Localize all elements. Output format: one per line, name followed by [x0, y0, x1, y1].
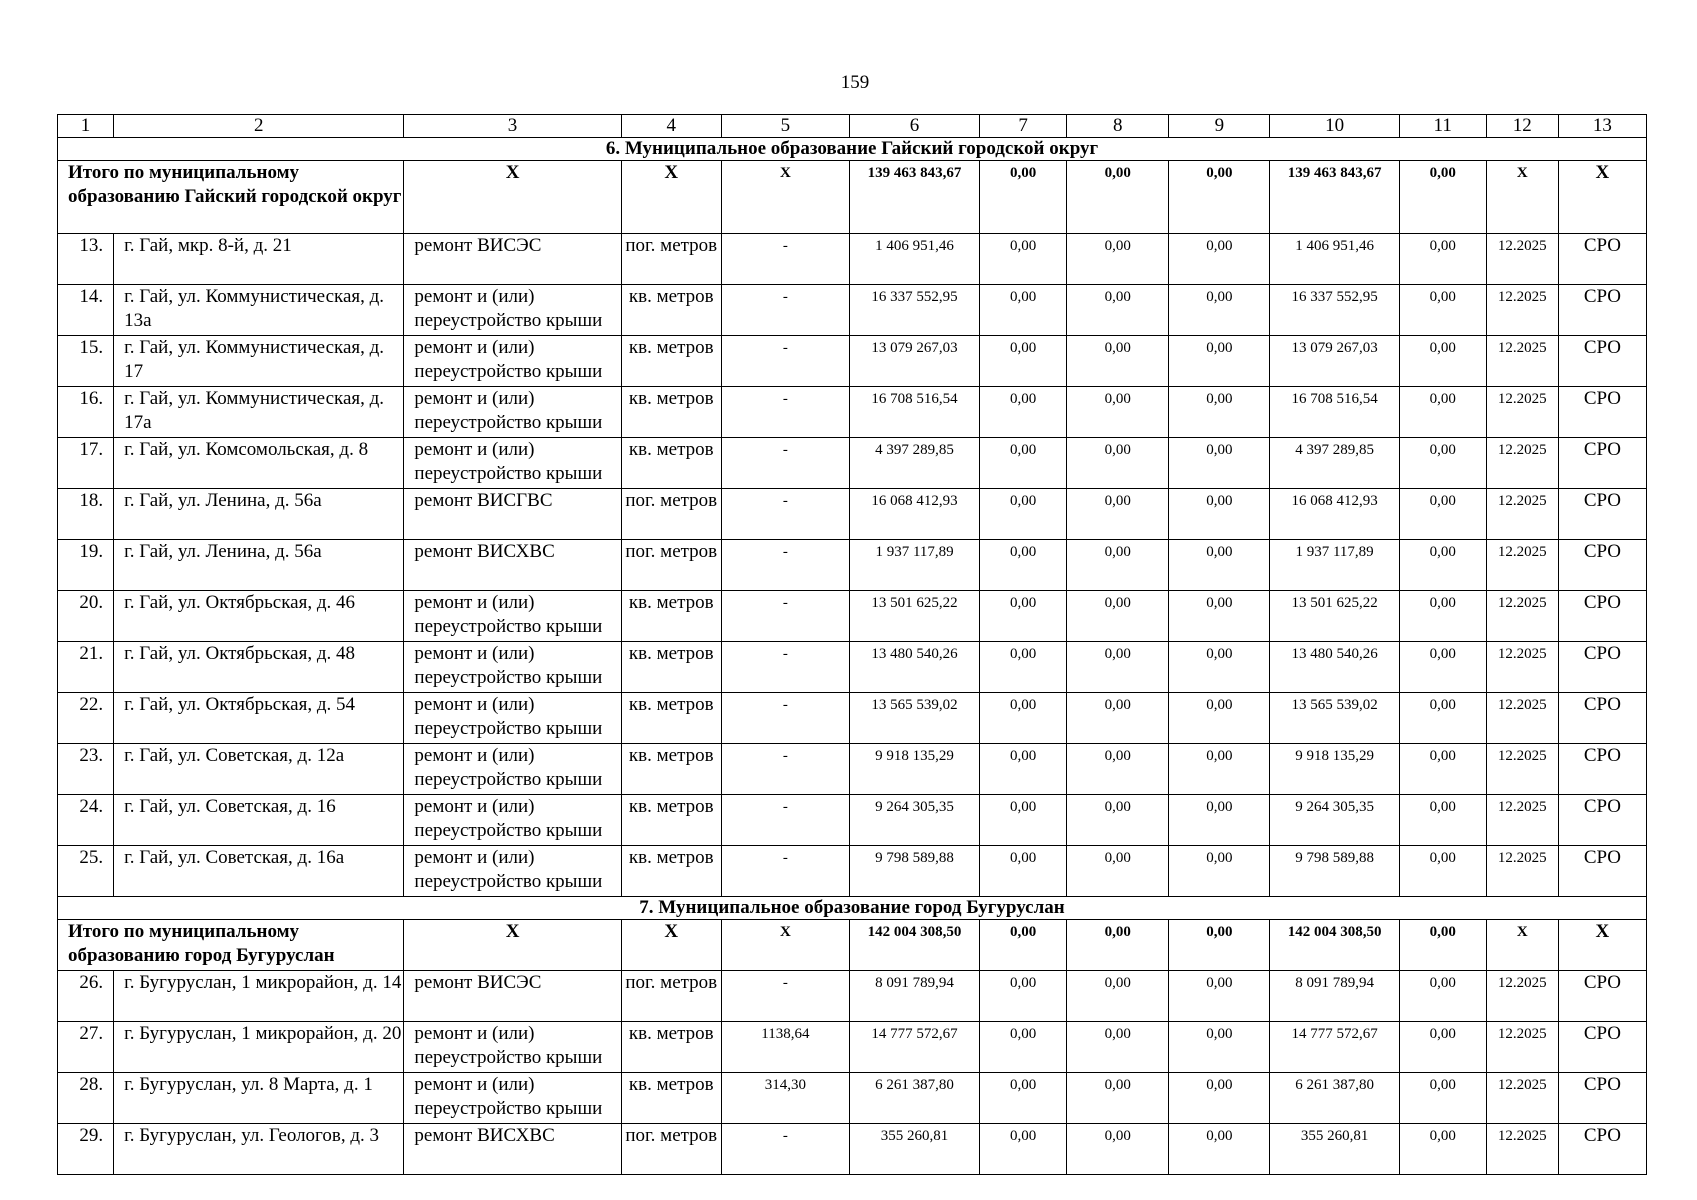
row-col-11: 0,00	[1399, 693, 1486, 744]
row-col-9: 0,00	[1169, 387, 1270, 438]
row-address: г. Гай, мкр. 8-й, д. 21	[114, 234, 404, 285]
row-col-11: 0,00	[1399, 1124, 1486, 1175]
row-address: г. Гай, ул. Коммунистическая, д. 17	[114, 336, 404, 387]
row-col-8: 0,00	[1067, 693, 1169, 744]
row-method: СРО	[1558, 971, 1646, 1022]
row-col-8: 0,00	[1067, 1073, 1169, 1124]
row-work-type: ремонт и (или) переустройство крыши	[404, 438, 621, 489]
row-quantity: -	[721, 1124, 849, 1175]
row-work-type: ремонт и (или) переустройство крыши	[404, 693, 621, 744]
total-col-13: X	[1558, 920, 1646, 971]
row-col-8: 0,00	[1067, 489, 1169, 540]
row-quantity: -	[721, 387, 849, 438]
row-col-9: 0,00	[1169, 693, 1270, 744]
row-method: СРО	[1558, 540, 1646, 591]
row-col-11: 0,00	[1399, 971, 1486, 1022]
row-address: г. Гай, ул. Коммунистическая, д. 17а	[114, 387, 404, 438]
row-address: г. Бугуруслан, ул. 8 Марта, д. 1	[114, 1073, 404, 1124]
row-col-9: 0,00	[1169, 438, 1270, 489]
row-col-9: 0,00	[1169, 540, 1270, 591]
row-date: 12.2025	[1486, 795, 1558, 846]
table-row	[58, 642, 1647, 693]
row-number: 24.	[58, 795, 114, 846]
total-col-12: X	[1486, 161, 1558, 234]
row-date: 12.2025	[1486, 540, 1558, 591]
row-col-10: 9 918 135,29	[1270, 744, 1399, 795]
row-col-10: 6 261 387,80	[1270, 1073, 1399, 1124]
row-method: СРО	[1558, 1073, 1646, 1124]
row-quantity: -	[721, 744, 849, 795]
row-date: 12.2025	[1486, 744, 1558, 795]
row-cost: 8 091 789,94	[849, 971, 979, 1022]
table-row	[58, 1073, 1647, 1124]
row-col-9: 0,00	[1169, 1073, 1270, 1124]
row-col-11: 0,00	[1399, 642, 1486, 693]
row-number: 17.	[58, 438, 114, 489]
col-header-12: 12	[1486, 115, 1558, 138]
total-col-7: 0,00	[980, 920, 1067, 971]
row-work-type: ремонт и (или) переустройство крыши	[404, 1073, 621, 1124]
total-label: Итого по муниципальному образованию город Бугуруслан	[58, 920, 404, 971]
row-unit: пог. метров	[621, 489, 721, 540]
row-method: СРО	[1558, 795, 1646, 846]
row-date: 12.2025	[1486, 234, 1558, 285]
row-cost: 9 798 589,88	[849, 846, 979, 897]
row-date: 12.2025	[1486, 438, 1558, 489]
table-row	[58, 795, 1647, 846]
row-col-10: 14 777 572,67	[1270, 1022, 1399, 1073]
row-date: 12.2025	[1486, 285, 1558, 336]
row-work-type: ремонт ВИСГВС	[404, 489, 621, 540]
row-date: 12.2025	[1486, 387, 1558, 438]
col-header-5: 5	[721, 115, 849, 138]
row-address: г. Гай, ул. Коммунистическая, д. 13а	[114, 285, 404, 336]
row-col-10: 1 406 951,46	[1270, 234, 1399, 285]
row-date: 12.2025	[1486, 1022, 1558, 1073]
row-col-10: 13 565 539,02	[1270, 693, 1399, 744]
row-col-8: 0,00	[1067, 1124, 1169, 1175]
capital-repair-table	[57, 114, 1647, 1175]
row-cost: 16 708 516,54	[849, 387, 979, 438]
table-row	[58, 971, 1647, 1022]
row-quantity: -	[721, 846, 849, 897]
row-col-8: 0,00	[1067, 642, 1169, 693]
row-method: СРО	[1558, 846, 1646, 897]
table-row	[58, 1022, 1647, 1073]
row-number: 14.	[58, 285, 114, 336]
row-col-11: 0,00	[1399, 438, 1486, 489]
row-unit: кв. метров	[621, 387, 721, 438]
row-col-11: 0,00	[1399, 744, 1486, 795]
row-address: г. Гай, ул. Ленина, д. 56а	[114, 540, 404, 591]
row-col-8: 0,00	[1067, 438, 1169, 489]
row-number: 18.	[58, 489, 114, 540]
table-row	[58, 1124, 1647, 1175]
row-date: 12.2025	[1486, 846, 1558, 897]
row-col-9: 0,00	[1169, 642, 1270, 693]
row-number: 20.	[58, 591, 114, 642]
row-col-8: 0,00	[1067, 336, 1169, 387]
total-quantity: X	[721, 920, 849, 971]
row-cost: 4 397 289,85	[849, 438, 979, 489]
row-work-type: ремонт ВИСХВС	[404, 540, 621, 591]
row-address: г. Гай, ул. Советская, д. 12а	[114, 744, 404, 795]
row-col-7: 0,00	[980, 795, 1067, 846]
col-header-11: 11	[1399, 115, 1486, 138]
row-col-11: 0,00	[1399, 285, 1486, 336]
row-col-8: 0,00	[1067, 234, 1169, 285]
row-col-7: 0,00	[980, 971, 1067, 1022]
row-col-10: 1 937 117,89	[1270, 540, 1399, 591]
row-col-10: 8 091 789,94	[1270, 971, 1399, 1022]
row-col-8: 0,00	[1067, 387, 1169, 438]
row-col-9: 0,00	[1169, 489, 1270, 540]
row-cost: 355 260,81	[849, 1124, 979, 1175]
col-header-3: 3	[404, 115, 621, 138]
row-col-8: 0,00	[1067, 971, 1169, 1022]
row-col-7: 0,00	[980, 336, 1067, 387]
row-col-11: 0,00	[1399, 387, 1486, 438]
total-cost: 142 004 308,50	[849, 920, 979, 971]
section-header-row	[58, 138, 1647, 161]
table-row	[58, 234, 1647, 285]
row-col-8: 0,00	[1067, 285, 1169, 336]
row-col-11: 0,00	[1399, 489, 1486, 540]
row-quantity: -	[721, 438, 849, 489]
row-quantity: -	[721, 795, 849, 846]
total-col-12: X	[1486, 920, 1558, 971]
table-row	[58, 591, 1647, 642]
total-col-11: 0,00	[1399, 920, 1486, 971]
total-col-7: 0,00	[980, 161, 1067, 234]
row-number: 19.	[58, 540, 114, 591]
col-header-4: 4	[621, 115, 721, 138]
row-method: СРО	[1558, 336, 1646, 387]
row-number: 28.	[58, 1073, 114, 1124]
row-work-type: ремонт и (или) переустройство крыши	[404, 336, 621, 387]
row-col-10: 355 260,81	[1270, 1124, 1399, 1175]
row-col-7: 0,00	[980, 387, 1067, 438]
table-row	[58, 387, 1647, 438]
row-work-type: ремонт и (или) переустройство крыши	[404, 285, 621, 336]
row-cost: 13 480 540,26	[849, 642, 979, 693]
row-quantity: -	[721, 591, 849, 642]
total-unit: X	[621, 161, 721, 234]
row-work-type: ремонт и (или) переустройство крыши	[404, 744, 621, 795]
row-method: СРО	[1558, 489, 1646, 540]
row-unit: кв. метров	[621, 744, 721, 795]
row-address: г. Гай, ул. Комсомольская, д. 8	[114, 438, 404, 489]
row-col-10: 9 264 305,35	[1270, 795, 1399, 846]
row-col-7: 0,00	[980, 438, 1067, 489]
total-col-11: 0,00	[1399, 161, 1486, 234]
row-col-7: 0,00	[980, 489, 1067, 540]
total-quantity: X	[721, 161, 849, 234]
col-header-8: 8	[1067, 115, 1169, 138]
row-number: 22.	[58, 693, 114, 744]
total-col-10: 139 463 843,67	[1270, 161, 1399, 234]
row-col-8: 0,00	[1067, 846, 1169, 897]
row-number: 27.	[58, 1022, 114, 1073]
row-unit: кв. метров	[621, 285, 721, 336]
row-cost: 14 777 572,67	[849, 1022, 979, 1073]
row-address: г. Гай, ул. Октябрьская, д. 54	[114, 693, 404, 744]
row-number: 23.	[58, 744, 114, 795]
row-work-type: ремонт и (или) переустройство крыши	[404, 795, 621, 846]
row-date: 12.2025	[1486, 489, 1558, 540]
row-col-7: 0,00	[980, 285, 1067, 336]
row-unit: кв. метров	[621, 336, 721, 387]
row-unit: кв. метров	[621, 846, 721, 897]
row-col-8: 0,00	[1067, 1022, 1169, 1073]
section-title: 7. Муниципальное образование город Бугуруслан	[58, 897, 1647, 920]
row-unit: кв. метров	[621, 693, 721, 744]
row-col-7: 0,00	[980, 1022, 1067, 1073]
row-work-type: ремонт ВИСХВС	[404, 1124, 621, 1175]
row-col-10: 13 079 267,03	[1270, 336, 1399, 387]
row-quantity: 314,30	[721, 1073, 849, 1124]
row-col-7: 0,00	[980, 744, 1067, 795]
column-number-row	[58, 115, 1647, 138]
total-col-8: 0,00	[1067, 920, 1169, 971]
row-col-9: 0,00	[1169, 285, 1270, 336]
row-unit: кв. метров	[621, 1073, 721, 1124]
row-col-7: 0,00	[980, 1124, 1067, 1175]
row-col-7: 0,00	[980, 1073, 1067, 1124]
row-col-8: 0,00	[1067, 744, 1169, 795]
row-col-9: 0,00	[1169, 234, 1270, 285]
row-col-7: 0,00	[980, 591, 1067, 642]
col-header-7: 7	[980, 115, 1067, 138]
table-row	[58, 438, 1647, 489]
row-method: СРО	[1558, 1022, 1646, 1073]
row-number: 25.	[58, 846, 114, 897]
row-quantity: 1138,64	[721, 1022, 849, 1073]
section-total-row	[58, 920, 1647, 971]
col-header-1: 1	[58, 115, 114, 138]
row-unit: пог. метров	[621, 971, 721, 1022]
row-number: 21.	[58, 642, 114, 693]
section-title: 6. Муниципальное образование Гайский городской округ	[58, 138, 1647, 161]
row-col-11: 0,00	[1399, 336, 1486, 387]
col-header-2: 2	[114, 115, 404, 138]
row-col-11: 0,00	[1399, 591, 1486, 642]
row-date: 12.2025	[1486, 642, 1558, 693]
row-quantity: -	[721, 234, 849, 285]
row-col-10: 9 798 589,88	[1270, 846, 1399, 897]
total-label: Итого по муниципальному образованию Гайский городской округ	[58, 161, 404, 234]
row-unit: пог. метров	[621, 1124, 721, 1175]
row-method: СРО	[1558, 744, 1646, 795]
row-date: 12.2025	[1486, 336, 1558, 387]
row-number: 13.	[58, 234, 114, 285]
row-method: СРО	[1558, 234, 1646, 285]
total-work-type: X	[404, 161, 621, 234]
row-col-11: 0,00	[1399, 795, 1486, 846]
row-address: г. Гай, ул. Советская, д. 16а	[114, 846, 404, 897]
row-col-7: 0,00	[980, 846, 1067, 897]
row-cost: 13 565 539,02	[849, 693, 979, 744]
row-col-7: 0,00	[980, 693, 1067, 744]
row-unit: кв. метров	[621, 642, 721, 693]
row-cost: 16 337 552,95	[849, 285, 979, 336]
row-method: СРО	[1558, 693, 1646, 744]
row-col-10: 4 397 289,85	[1270, 438, 1399, 489]
row-col-7: 0,00	[980, 234, 1067, 285]
row-address: г. Гай, ул. Ленина, д. 56а	[114, 489, 404, 540]
row-method: СРО	[1558, 1124, 1646, 1175]
row-col-9: 0,00	[1169, 336, 1270, 387]
table-row	[58, 489, 1647, 540]
col-header-13: 13	[1558, 115, 1646, 138]
row-work-type: ремонт и (или) переустройство крыши	[404, 591, 621, 642]
row-number: 16.	[58, 387, 114, 438]
row-col-7: 0,00	[980, 540, 1067, 591]
total-unit: X	[621, 920, 721, 971]
total-col-9: 0,00	[1169, 161, 1270, 234]
row-col-10: 13 480 540,26	[1270, 642, 1399, 693]
row-quantity: -	[721, 540, 849, 591]
row-cost: 9 918 135,29	[849, 744, 979, 795]
row-quantity: -	[721, 971, 849, 1022]
row-col-11: 0,00	[1399, 234, 1486, 285]
row-quantity: -	[721, 693, 849, 744]
row-address: г. Бугуруслан, 1 микрорайон, д. 14	[114, 971, 404, 1022]
table-body	[58, 138, 1647, 1175]
total-col-8: 0,00	[1067, 161, 1169, 234]
row-col-8: 0,00	[1067, 795, 1169, 846]
row-unit: пог. метров	[621, 540, 721, 591]
col-header-10: 10	[1270, 115, 1399, 138]
row-unit: кв. метров	[621, 591, 721, 642]
row-col-8: 0,00	[1067, 591, 1169, 642]
table-row	[58, 540, 1647, 591]
row-work-type: ремонт ВИСЭС	[404, 234, 621, 285]
section-header-row	[58, 897, 1647, 920]
row-col-11: 0,00	[1399, 540, 1486, 591]
row-unit: кв. метров	[621, 438, 721, 489]
row-col-10: 13 501 625,22	[1270, 591, 1399, 642]
row-work-type: ремонт ВИСЭС	[404, 971, 621, 1022]
row-address: г. Бугуруслан, ул. Геологов, д. 3	[114, 1124, 404, 1175]
row-address: г. Гай, ул. Октябрьская, д. 46	[114, 591, 404, 642]
row-unit: кв. метров	[621, 795, 721, 846]
row-col-9: 0,00	[1169, 1124, 1270, 1175]
row-cost: 6 261 387,80	[849, 1073, 979, 1124]
total-work-type: X	[404, 920, 621, 971]
row-col-10: 16 068 412,93	[1270, 489, 1399, 540]
row-number: 26.	[58, 971, 114, 1022]
row-number: 29.	[58, 1124, 114, 1175]
col-header-6: 6	[849, 115, 979, 138]
page-number: 159	[840, 72, 870, 93]
row-address: г. Гай, ул. Советская, д. 16	[114, 795, 404, 846]
table-row	[58, 693, 1647, 744]
row-col-11: 0,00	[1399, 846, 1486, 897]
row-date: 12.2025	[1486, 591, 1558, 642]
row-col-7: 0,00	[980, 642, 1067, 693]
total-col-10: 142 004 308,50	[1270, 920, 1399, 971]
row-unit: кв. метров	[621, 1022, 721, 1073]
row-cost: 13 501 625,22	[849, 591, 979, 642]
row-cost: 13 079 267,03	[849, 336, 979, 387]
row-address: г. Бугуруслан, 1 микрорайон, д. 20	[114, 1022, 404, 1073]
row-work-type: ремонт и (или) переустройство крыши	[404, 846, 621, 897]
row-cost: 16 068 412,93	[849, 489, 979, 540]
row-cost: 1 406 951,46	[849, 234, 979, 285]
row-col-9: 0,00	[1169, 795, 1270, 846]
row-col-11: 0,00	[1399, 1073, 1486, 1124]
total-col-9: 0,00	[1169, 920, 1270, 971]
row-method: СРО	[1558, 642, 1646, 693]
row-date: 12.2025	[1486, 1073, 1558, 1124]
row-date: 12.2025	[1486, 1124, 1558, 1175]
row-cost: 9 264 305,35	[849, 795, 979, 846]
table-row	[58, 744, 1647, 795]
row-cost: 1 937 117,89	[849, 540, 979, 591]
table-row	[58, 285, 1647, 336]
total-col-13: X	[1558, 161, 1646, 234]
row-method: СРО	[1558, 591, 1646, 642]
section-total-row	[58, 161, 1647, 234]
row-number: 15.	[58, 336, 114, 387]
row-method: СРО	[1558, 438, 1646, 489]
row-col-9: 0,00	[1169, 591, 1270, 642]
row-col-11: 0,00	[1399, 1022, 1486, 1073]
row-quantity: -	[721, 489, 849, 540]
row-col-10: 16 337 552,95	[1270, 285, 1399, 336]
row-method: СРО	[1558, 387, 1646, 438]
row-work-type: ремонт и (или) переустройство крыши	[404, 642, 621, 693]
row-col-9: 0,00	[1169, 744, 1270, 795]
row-method: СРО	[1558, 285, 1646, 336]
row-unit: пог. метров	[621, 234, 721, 285]
row-col-9: 0,00	[1169, 1022, 1270, 1073]
row-date: 12.2025	[1486, 693, 1558, 744]
row-col-10: 16 708 516,54	[1270, 387, 1399, 438]
row-work-type: ремонт и (или) переустройство крыши	[404, 1022, 621, 1073]
row-quantity: -	[721, 336, 849, 387]
table-row	[58, 336, 1647, 387]
row-work-type: ремонт и (или) переустройство крыши	[404, 387, 621, 438]
total-cost: 139 463 843,67	[849, 161, 979, 234]
row-date: 12.2025	[1486, 971, 1558, 1022]
table-row	[58, 846, 1647, 897]
row-address: г. Гай, ул. Октябрьская, д. 48	[114, 642, 404, 693]
row-col-9: 0,00	[1169, 846, 1270, 897]
row-quantity: -	[721, 642, 849, 693]
row-col-9: 0,00	[1169, 971, 1270, 1022]
row-col-8: 0,00	[1067, 540, 1169, 591]
row-quantity: -	[721, 285, 849, 336]
col-header-9: 9	[1169, 115, 1270, 138]
